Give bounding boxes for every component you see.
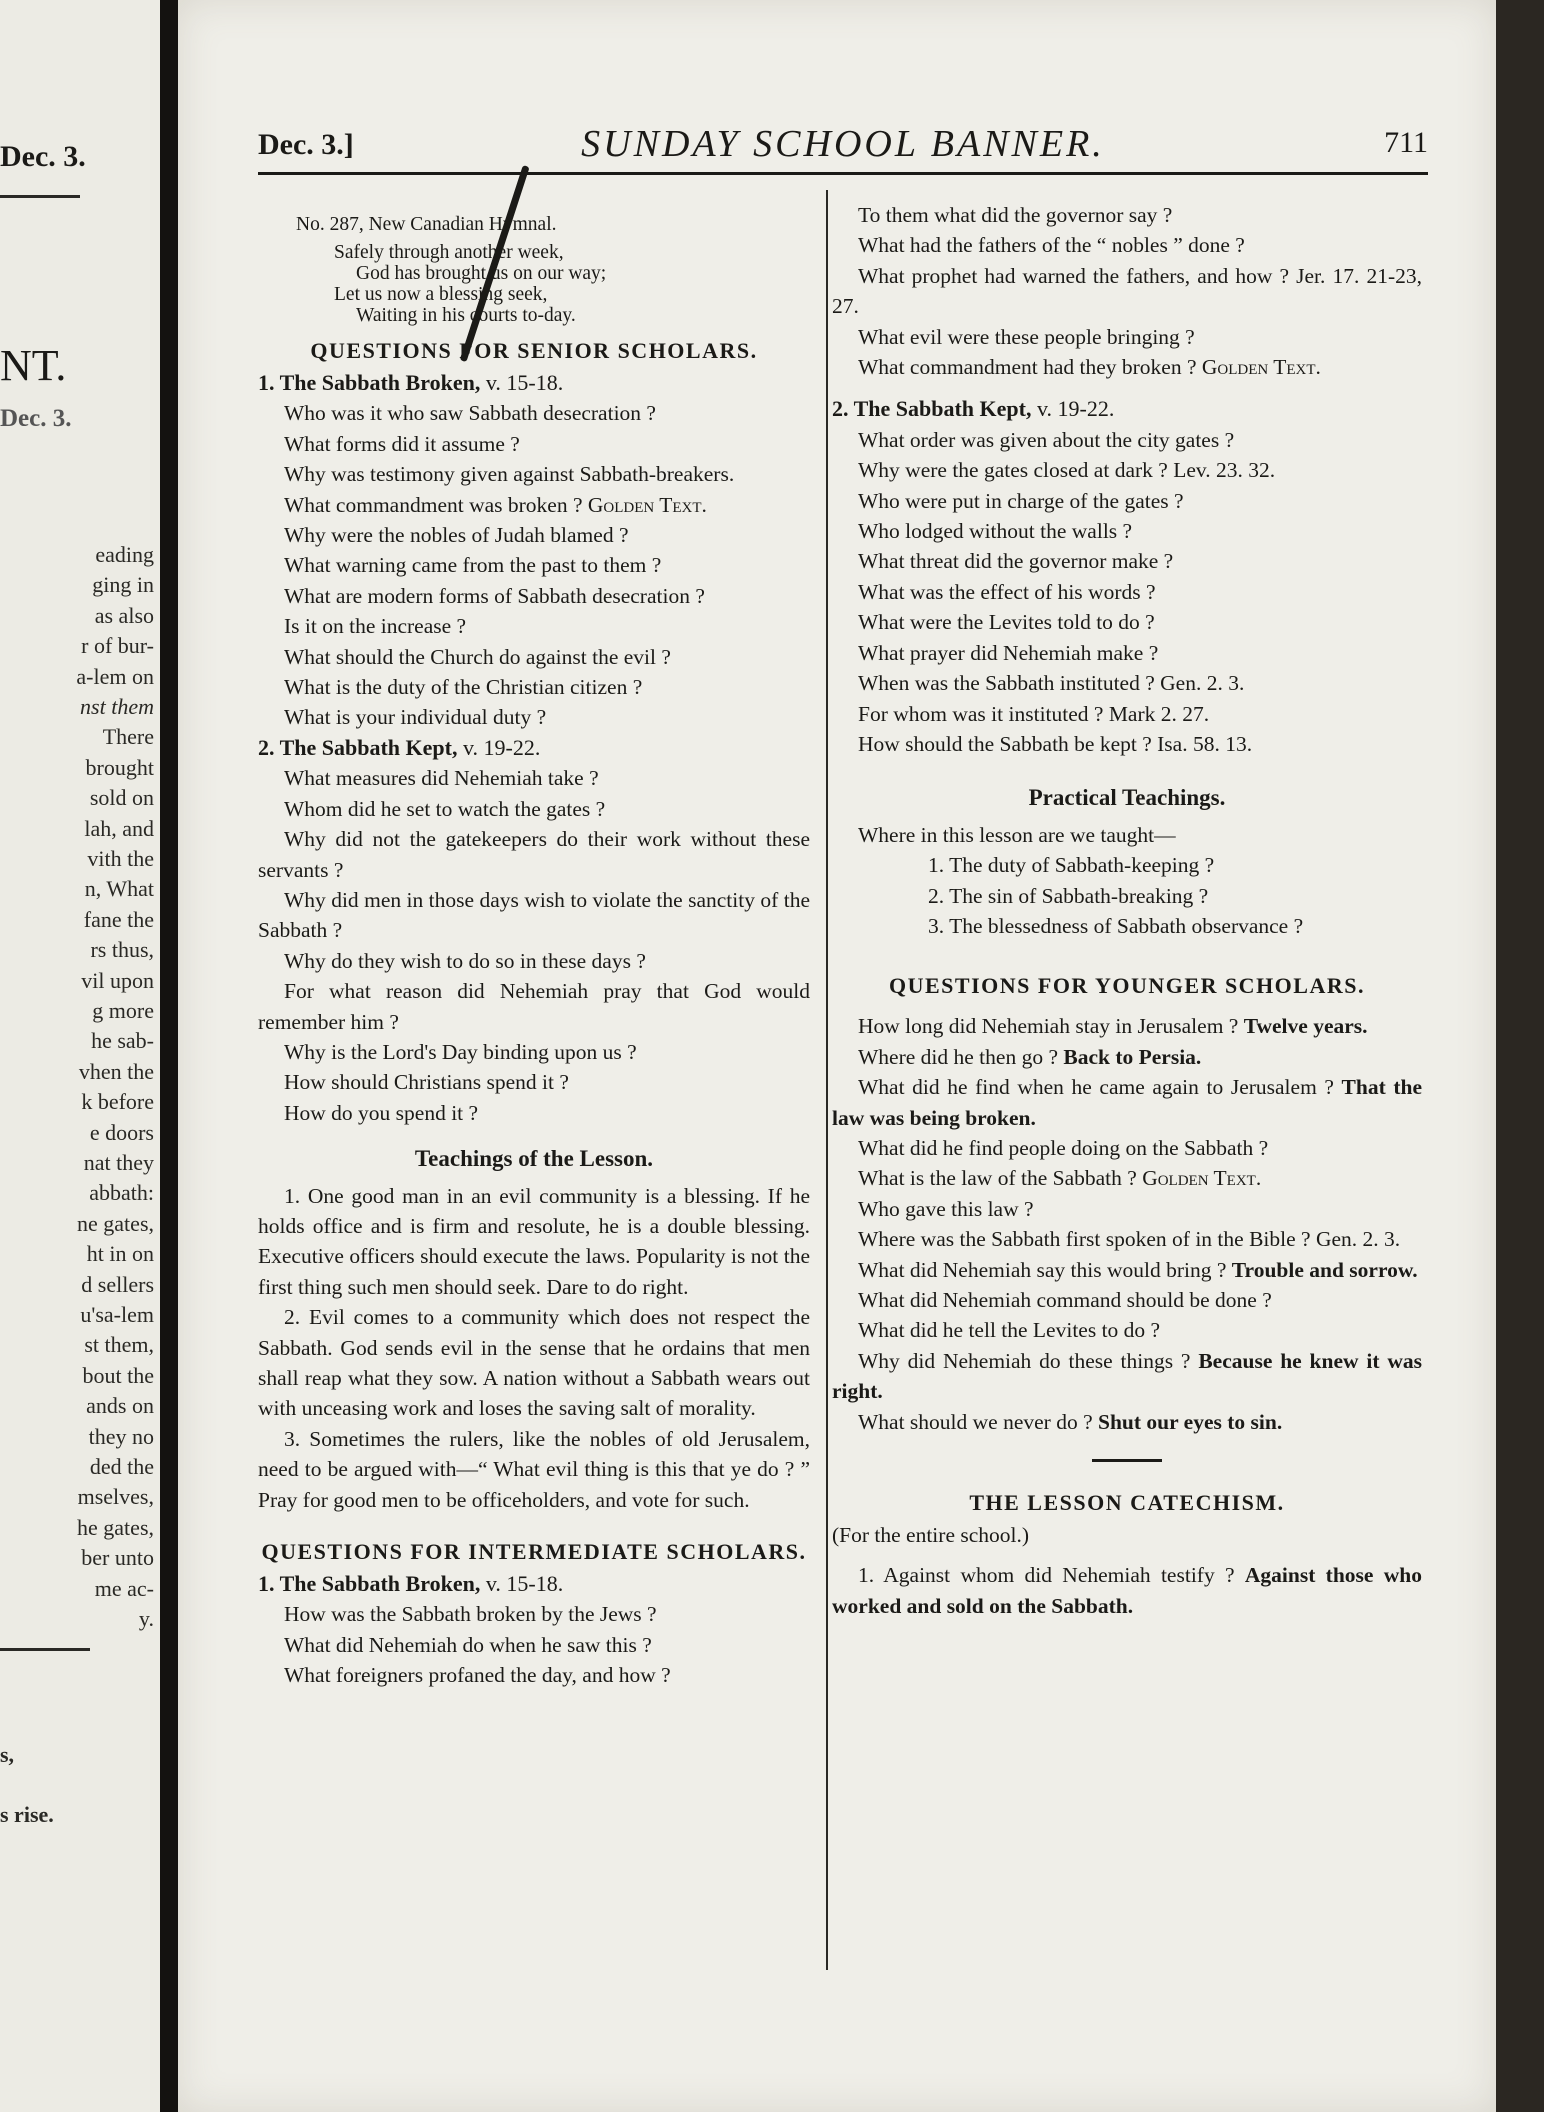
facing-page-fragment-line: bout the (82, 1362, 154, 1388)
facing-page-fragment-line: k before (81, 1089, 154, 1115)
facing-page-fragment-line: fane the (83, 906, 154, 932)
facing-page-fragment-line: vil upon (81, 967, 154, 993)
question-text: Where did he then go ? (858, 1044, 1058, 1069)
question: What forms did it assume ? (284, 431, 520, 456)
header-title: SUNDAY SCHOOL BANNER. (581, 123, 1105, 165)
qa-item (832, 1163, 1422, 1193)
facing-page-fragment-line: vhen the (78, 1058, 154, 1084)
facing-page-header: Dec. 3. (0, 140, 86, 173)
facing-page-fragment-line: ber unto (81, 1545, 154, 1571)
teaching-paragraph: 1. One good man in an evil community is a blessing. If he holds office and is firm and resolute, he is a double blessing. Executive officers should execute the laws. Popularity is not the first thing such men should seek. Dare to do right. (258, 1183, 810, 1299)
practical-teachings-heading: Practical Teachings. (1028, 785, 1226, 811)
golden-text-ref: Golden Text. (1142, 1166, 1262, 1191)
question: What warning came from the past to them ? (284, 553, 662, 578)
question-text: What should we never do ? (858, 1409, 1093, 1434)
page (178, 0, 1496, 2112)
question: Who was it who saw Sabbath desecration ? (284, 401, 656, 426)
answer-text: Back to Persia. (1063, 1044, 1202, 1069)
facing-page-fragment-line: st them, (84, 1332, 154, 1358)
question: What foreigners profaned the day, and how ? (284, 1663, 671, 1688)
question: What had the fathers of the “ nobles ” done ? (858, 233, 1245, 258)
part-title: 2. The Sabbath Kept, (832, 396, 1032, 422)
facing-page-rule-bottom (0, 1648, 90, 1651)
part-title: 2. The Sabbath Kept, (258, 734, 458, 760)
facing-page-fragment-line: n, What (84, 876, 154, 902)
question: Whom did he set to watch the gates ? (284, 796, 606, 821)
question: What is your individual duty ? (284, 705, 547, 730)
facing-page-rule (0, 195, 80, 198)
section-divider (1092, 1459, 1162, 1462)
facing-page-fragment-line: he gates, (77, 1514, 154, 1540)
practical-item: 2. The sin of Sabbath-breaking ? (928, 883, 1209, 908)
question: Why did not the gatekeepers do their work without these servants ? (258, 827, 810, 882)
question: Why do they wish to do so in these days ? (284, 948, 646, 973)
verse-reference: v. 19-22. (1031, 396, 1115, 422)
qa-item (832, 1346, 1422, 1407)
running-header (258, 120, 1428, 170)
header-date: Dec. 3.] (258, 128, 354, 161)
question: What was the effect of his words ? (858, 579, 1156, 604)
question-text: What did he find people doing on the Sabbath ? (858, 1135, 1269, 1160)
intermediate-questions-heading: QUESTIONS FOR INTERMEDIATE SCHOLARS. (261, 1539, 807, 1565)
verse-reference: v. 15-18. (480, 1571, 564, 1597)
facing-page-fragment-line: as also (94, 602, 154, 628)
facing-page-subheader: Dec. 3. (0, 405, 72, 432)
question: Why were the nobles of Judah blamed ? (284, 523, 629, 548)
question: What did Nehemiah do when he saw this ? (284, 1632, 652, 1657)
question-text: How long did Nehemiah stay in Jerusalem ? (858, 1014, 1239, 1039)
question-text: What commandment was broken ? (284, 492, 583, 517)
senior-part2-title (258, 733, 810, 763)
qa-item (832, 1255, 1422, 1285)
catechism-subheading: (For the entire school.) (832, 1523, 1030, 1548)
facing-page-fragment-line: he sab- (91, 1028, 154, 1054)
question: What prophet had warned the fathers, and how ? Jer. 17. 21-23, 27. (832, 263, 1422, 319)
hymn-line: Safely through another week, (334, 242, 564, 263)
question-text: What did he tell the Levites to do ? (858, 1318, 1161, 1343)
question: Who lodged without the walls ? (858, 519, 1133, 544)
part-title: 1. The Sabbath Broken, (258, 1571, 481, 1597)
question (258, 490, 810, 520)
facing-page-fragment-line: y. (138, 1606, 154, 1631)
question-text: What did Nehemiah say this would bring ? (858, 1257, 1227, 1282)
practical-intro: Where in this lesson are we taught— (858, 822, 1176, 847)
facing-page-fragment-line: mselves, (77, 1484, 154, 1510)
facing-page-fragment-line: nst them (80, 694, 154, 719)
question: What were the Levites told to do ? (858, 610, 1155, 635)
catechism-qa (832, 1560, 1422, 1621)
question: What are modern forms of Sabbath desecration ? (284, 583, 705, 608)
hymn-line: Waiting in his courts to-day. (356, 305, 576, 326)
question: Why was testimony given against Sabbath-breakers. (284, 462, 735, 487)
senior-questions-heading: QUESTIONS FOR SENIOR SCHOLARS. (310, 338, 758, 363)
part-title: 1. The Sabbath Broken, (258, 370, 481, 395)
question-text: What did he find when he came again to Jerusalem ? (858, 1075, 1334, 1100)
facing-page-title-fragment: NT. (0, 341, 67, 390)
column-rule (826, 190, 828, 1970)
question-text: 1. Against whom did Nehemiah testify ? (858, 1563, 1235, 1588)
facing-page-fragment-line: sold on (89, 785, 154, 811)
facing-page-fragment-line: e doors (89, 1119, 154, 1145)
catechism-heading: THE LESSON CATECHISM. (969, 1490, 1285, 1516)
answer-text: Shut our eyes to sin. (1098, 1409, 1283, 1434)
right-column (832, 200, 1422, 1621)
facing-page-fragment-line: g more (92, 998, 154, 1023)
answer-text: That the law was being broken. (832, 1075, 1423, 1130)
intermediate-part1-title (258, 1569, 810, 1599)
question: Why is the Lord's Day binding upon us ? (284, 1039, 637, 1064)
facing-page-fragment-line: s rise. (0, 1802, 54, 1827)
facing-page-fragment-line: ne gates, (77, 1210, 154, 1236)
question: Why were the gates closed at dark ? Lev. 23. 32. (858, 458, 1276, 483)
question: How should Christians spend it ? (284, 1070, 569, 1095)
page-number: 711 (1384, 126, 1428, 159)
facing-page-fragment-line: me ac- (94, 1575, 154, 1601)
book-edge (1496, 0, 1544, 2112)
answer-text: Because he knew it was right. (832, 1348, 1422, 1404)
question: What measures did Nehemiah take ? (284, 766, 599, 791)
qa-item (832, 1224, 1422, 1254)
question: What order was given about the city gates ? (858, 427, 1235, 452)
question-text: What commandment had they broken ? (858, 355, 1197, 380)
question: Why did men in those days wish to violate the sanctity of the Sabbath ? (258, 887, 810, 943)
question-text: What did Nehemiah command should be done ? (858, 1288, 1272, 1312)
question: How should the Sabbath be kept ? Isa. 58. 13. (858, 731, 1253, 756)
question: What evil were these people bringing ? (858, 324, 1195, 349)
intermediate-part2-title (832, 394, 1422, 424)
hymn-line: God has brought us on our way; (356, 263, 607, 284)
question: For whom was it instituted ? Mark 2. 27. (858, 701, 1210, 726)
teaching-paragraph: 2. Evil comes to a community which does not respect the Sabbath. God sends evil in the sense that he ordains that men shall reap what they sow. A nation without a Sabbath wears out with unceasing work and loses the saving salt of morality. (258, 1305, 810, 1421)
left-column (258, 200, 810, 1691)
facing-page-fragment-line: brought (85, 754, 154, 780)
facing-page-fragment (0, 0, 170, 2112)
answer-text: Twelve years. (1243, 1014, 1368, 1039)
header-rule (258, 172, 1428, 175)
golden-text-ref: Golden Text. (1201, 355, 1321, 380)
qa-item (832, 1042, 1422, 1072)
answer-text: Against those who worked and sold on the Sabbath. (832, 1563, 1422, 1618)
facing-page-fragment-line: they no (88, 1423, 154, 1449)
question: What is the duty of the Christian citizen ? (284, 675, 643, 700)
qa-item (832, 1315, 1422, 1345)
qa-item (832, 1133, 1422, 1163)
qa-item (832, 1194, 1422, 1224)
qa-item (832, 1407, 1422, 1437)
question: What should the Church do against the evil ? (284, 644, 671, 669)
facing-page-fragment-line: u'sa-lem (80, 1302, 154, 1327)
teachings-heading: Teachings of the Lesson. (414, 1146, 654, 1172)
teaching-paragraph: 3. Sometimes the rulers, like the nobles of old Jerusalem, need to be argued with—“ What evil thing is this that ye do ? ” Pray for good men to be officeholders, and vote for such. (258, 1426, 810, 1512)
facing-page-fragment-line: There (102, 724, 154, 750)
facing-page-fragment-line: a-lem on (76, 663, 154, 689)
question (832, 352, 1422, 382)
facing-page-fragment-line: d sellers (81, 1271, 154, 1297)
question: When was the Sabbath instituted ? Gen. 2. 3. (858, 671, 1245, 696)
verse-reference: v. 19-22. (457, 734, 541, 760)
question: What prayer did Nehemiah make ? (858, 640, 1159, 665)
facing-page-fragment-line: abbath: (89, 1180, 154, 1206)
question: Is it on the increase ? (284, 614, 467, 639)
qa-item (832, 1285, 1422, 1315)
hymn-verse (296, 242, 810, 326)
facing-page-fragment-line: ht in on (86, 1241, 154, 1267)
hymn-reference: No. 287, New Canadian Hymnal. (296, 214, 557, 235)
facing-page-fragment-line: nat they (83, 1150, 154, 1175)
facing-page-fragment-line: eading (95, 542, 154, 567)
answer-text: Trouble and sorrow. (1231, 1257, 1418, 1282)
qa-item (832, 1011, 1422, 1041)
facing-page-fragment-line: rs thus, (90, 937, 154, 963)
question: How do you spend it ? (284, 1100, 479, 1125)
facing-page-fragment-line: vith the (87, 846, 154, 871)
question: To them what did the governor say ? (858, 203, 1173, 227)
verse-reference: v. 15-18. (480, 370, 564, 395)
qa-item (832, 1072, 1422, 1133)
question: How was the Sabbath broken by the Jews ? (284, 1602, 657, 1627)
younger-questions-heading: QUESTIONS FOR YOUNGER SCHOLARS. (889, 973, 1365, 999)
facing-page-fragment-line: lah, and (84, 815, 154, 841)
question: For what reason did Nehemiah pray that God would remember him ? (258, 979, 810, 1034)
facing-page-fragment-line: s, (0, 1742, 15, 1767)
facing-page-fragment-line: r of bur- (81, 633, 154, 659)
practical-item: 3. The blessedness of Sabbath observance ? (928, 913, 1304, 938)
question: Who were put in charge of the gates ? (858, 488, 1184, 513)
question-text: Why did Nehemiah do these things ? (858, 1348, 1191, 1373)
golden-text-ref: Golden Text. (587, 492, 707, 517)
practical-item: 1. The duty of Sabbath-keeping ? (928, 853, 1215, 878)
book-gutter (160, 0, 180, 2112)
facing-page-fragment-line: ands on (86, 1393, 154, 1419)
senior-part1-title (258, 368, 810, 398)
question-text: What is the law of the Sabbath ? (858, 1166, 1137, 1191)
facing-page-fragment-line: ging in (92, 572, 154, 598)
question: What threat did the governor make ? (858, 549, 1174, 574)
hymn-line: Let us now a blessing seek, (334, 284, 548, 305)
question-text: Who gave this law ? (858, 1196, 1034, 1221)
facing-page-fragment-line: ded the (89, 1454, 154, 1479)
question-text: Where was the Sabbath first spoken of in the Bible ? Gen. 2. 3. (858, 1227, 1401, 1252)
